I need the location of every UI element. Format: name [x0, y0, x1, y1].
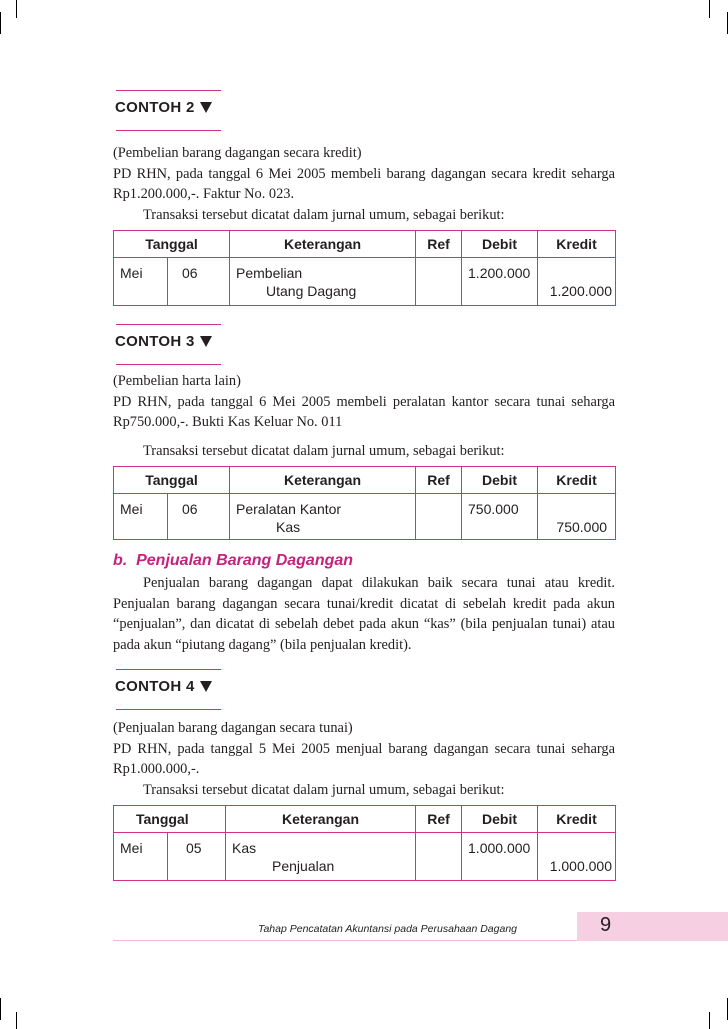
contoh-4-title: CONTOH 4 [115, 678, 195, 695]
cell-kredit: 750.000 [556, 519, 608, 535]
cell-bulan: Mei [120, 265, 143, 281]
table-row [114, 833, 616, 881]
journal-table-contoh-2 [113, 230, 616, 306]
cell-bulan: Mei [120, 840, 143, 856]
contoh-3-desc: (Pembelian harta lain) [113, 373, 241, 389]
contoh-2-text [113, 143, 615, 225]
divider [116, 324, 221, 325]
section-b-heading [113, 552, 615, 570]
header-debit: Debit [462, 231, 538, 258]
cell-keterangan-debit: Pembelian [236, 265, 303, 281]
divider [116, 130, 221, 131]
header-kredit: Kredit [538, 467, 616, 494]
table-header-row [114, 467, 616, 494]
header-keterangan: Keterangan [230, 467, 416, 494]
divider [116, 669, 221, 670]
contoh-3-section [113, 322, 615, 540]
contoh-3-title: CONTOH 3 [115, 333, 195, 350]
cell-keterangan-debit: Kas [232, 840, 257, 856]
cell-kredit: 1.200.000 [549, 283, 613, 299]
contoh-2-heading [113, 88, 615, 132]
header-ref: Ref [416, 806, 462, 833]
contoh-4-line2: Transaksi tersebut dicatat dalam jurnal umum, sebagai berikut: [143, 781, 505, 798]
cell-kredit: 1.000.000 [549, 858, 613, 874]
triangle-down-icon [200, 681, 212, 692]
header-debit: Debit [462, 806, 538, 833]
contoh-3-text [113, 371, 615, 461]
divider [116, 364, 221, 365]
header-tanggal: Tanggal [114, 231, 230, 258]
header-keterangan: Keterangan [226, 806, 416, 833]
cell-tanggal: 06 [182, 501, 198, 517]
table-row [114, 258, 616, 306]
table-header-row [114, 231, 616, 258]
table-row [114, 494, 616, 540]
contoh-2-line1: PD RHN, pada tanggal 6 Mei 2005 membeli barang dagangan secara kredit seharga Rp1.200.000,-. Faktur No. 023. [113, 165, 615, 202]
contoh-3-line1: PD RHN, pada tanggal 6 Mei 2005 membeli peralatan kantor secara tunai seharga Rp750.000,-. Bukti Kas Keluar No. 011 [113, 393, 615, 430]
triangle-down-icon [200, 336, 212, 347]
section-b-body: Penjualan barang dagangan dapat dilakukan baik secara tunai atau kredit. Penjualan barang dagangan secara tunai/kredit dicatat di sebelah kredit pada akun “penjualan”, dan dicatat di sebelah debet pada akun “kas” (bila penjualan tunai) atau pada akun “piutang dagang” (bila penjualan kredit). [113, 575, 615, 653]
cell-keterangan-kredit: Penjualan [272, 858, 335, 874]
cell-bulan: Mei [120, 501, 143, 517]
contoh-2-desc: (Pembelian barang dagangan secara kredit) [113, 145, 362, 161]
crop-mark [709, 1012, 710, 1029]
header-debit: Debit [462, 467, 538, 494]
header-keterangan: Keterangan [230, 231, 416, 258]
cell-tanggal: 06 [182, 265, 198, 281]
cell-keterangan-kredit: Utang Dagang [266, 283, 357, 299]
contoh-4-text [113, 718, 615, 800]
crop-mark [16, 0, 17, 18]
cell-keterangan-debit: Peralatan Kantor [236, 501, 342, 517]
contoh-3-line2: Transaksi tersebut dicatat dalam jurnal umum, sebagai berikut: [143, 442, 505, 459]
contoh-4-line1: PD RHN, pada tanggal 5 Mei 2005 menjual barang dagangan secara tunai seharga Rp1.000.000,-. [113, 740, 615, 777]
section-b [113, 552, 615, 655]
header-ref: Ref [416, 231, 462, 258]
divider [116, 709, 221, 710]
contoh-2-title: CONTOH 2 [115, 99, 195, 116]
section-b-title: Penjualan Barang Dagangan [136, 552, 354, 569]
header-ref: Ref [416, 467, 462, 494]
journal-table-contoh-3 [113, 466, 616, 540]
header-kredit: Kredit [538, 231, 616, 258]
journal-table-contoh-4 [113, 805, 616, 881]
cell-tanggal: 05 [186, 840, 202, 856]
crop-mark [0, 12, 1, 34]
page-number: 9 [600, 914, 612, 936]
cell-keterangan-kredit: Kas [276, 519, 301, 535]
contoh-2-section [113, 88, 615, 306]
header-tanggal: Tanggal [114, 806, 226, 833]
divider [116, 90, 221, 91]
contoh-4-heading [113, 667, 615, 711]
contoh-3-heading [113, 322, 615, 366]
table-header-row [114, 806, 616, 833]
footer-text: Tahap Pencatatan Akuntansi pada Perusahaan Dagang [258, 923, 518, 935]
header-kredit: Kredit [538, 806, 616, 833]
contoh-2-line2: Transaksi tersebut dicatat dalam jurnal umum, sebagai berikut: [143, 206, 505, 223]
crop-mark [709, 0, 710, 18]
cell-debit: 1.200.000 [468, 265, 531, 281]
crop-mark [16, 1012, 17, 1029]
triangle-down-icon [200, 102, 212, 113]
contoh-4-section [113, 667, 615, 881]
crop-mark [0, 998, 1, 1020]
header-tanggal: Tanggal [114, 467, 230, 494]
contoh-4-desc: (Penjualan barang dagangan secara tunai) [113, 720, 353, 736]
cell-debit: 1.000.000 [468, 840, 531, 856]
cell-debit: 750.000 [468, 501, 519, 517]
section-b-label: b. [113, 552, 128, 569]
